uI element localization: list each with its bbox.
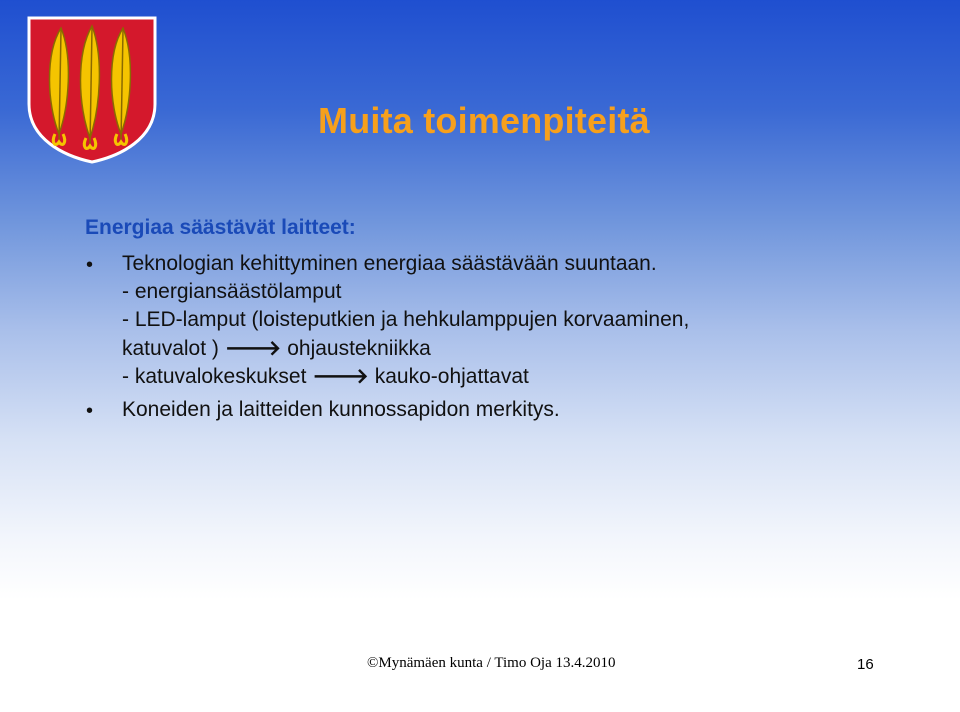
section-heading: Energiaa säästävät laitteet: bbox=[85, 216, 356, 239]
arrow-right-icon: 🡒 bbox=[224, 337, 282, 360]
sub-item-3 bbox=[122, 336, 431, 361]
bullet-text-1: Teknologian kehittyminen energiaa säästävään suuntaan. bbox=[122, 252, 657, 275]
arrow-right-icon: 🡒 bbox=[312, 365, 369, 388]
sub-item-2: - LED-lamput (loisteputkien ja hehkulamppujen korvaaminen, bbox=[122, 308, 690, 331]
sub-item-4-start: - katuvalokeskukset bbox=[122, 365, 307, 388]
slide-title: Muita toimenpiteitä bbox=[318, 100, 650, 141]
page-number: 16 bbox=[857, 656, 874, 673]
sub-item-4-end: kauko-ohjattavat bbox=[374, 365, 529, 388]
slide-footer bbox=[0, 655, 960, 677]
sub-item-4 bbox=[122, 364, 529, 389]
bullet-text-2: Koneiden ja laitteiden kunnossapidon merkitys. bbox=[122, 398, 560, 421]
sub-item-1: - energiansäästölamput bbox=[122, 280, 342, 303]
bullet-icon: • bbox=[86, 254, 94, 276]
bullet-icon: • bbox=[86, 400, 94, 422]
footer-copyright: ©Mynämäen kunta / Timo Oja 13.4.2010 bbox=[367, 655, 616, 671]
sub-item-3-start: katuvalot ) bbox=[122, 337, 219, 360]
sub-item-3-end: ohjaustekniikka bbox=[287, 337, 431, 360]
coat-of-arms-icon bbox=[25, 14, 159, 164]
